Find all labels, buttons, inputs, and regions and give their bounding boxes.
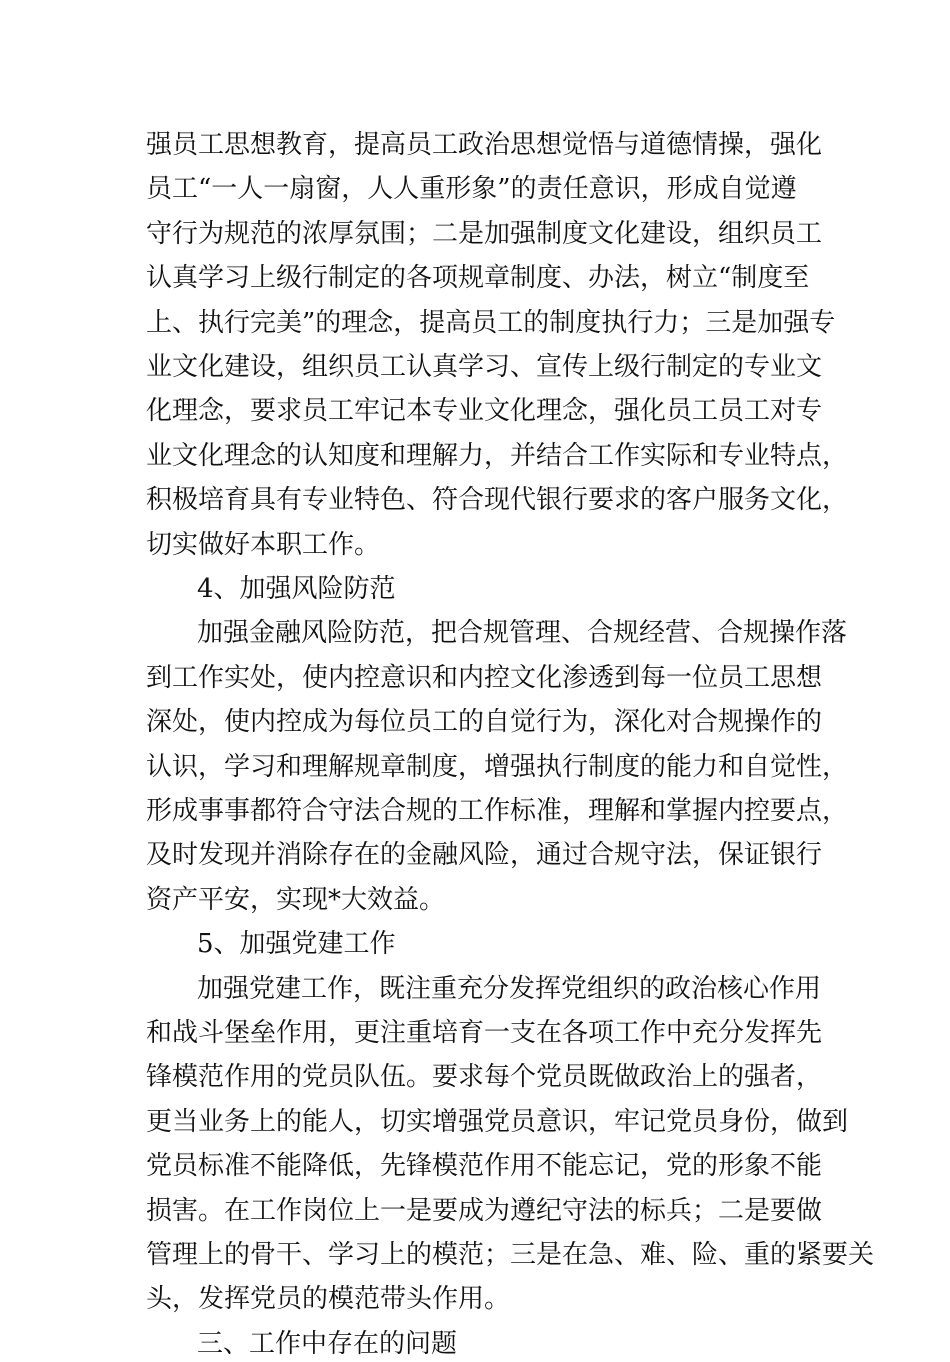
section-heading: 4、加强风险防范 <box>197 574 396 604</box>
paragraph-line: 认识，学习和理解规章制度，增强执行制度的能力和自觉性， <box>146 751 849 782</box>
paragraph-line: 守行为规范的浓厚氛围；二是加强制度文化建设，组织员工 <box>146 218 823 249</box>
paragraph-line: 形成事事都符合守法合规的工作标准，理解和掌握内控要点， <box>146 796 849 826</box>
paragraph-line: 强员工思想教育，提高员工政治思想觉悟与道德情操，强化 <box>146 130 823 160</box>
section-heading: 5、加强党建工作 <box>197 929 396 960</box>
paragraph-line: 上、执行完美”的理念，提高员工的制度执行力；三是加强专 <box>146 307 836 338</box>
paragraph-line: 损害。在工作岗位上一是要成为遵纪守法的标兵；二是要做 <box>146 1195 823 1226</box>
paragraph-line: 及时发现并消除存在的金融风险，通过合规守法，保证银行 <box>146 840 823 871</box>
paragraph-line: 头，发挥党员的模范带头作用。 <box>146 1284 511 1315</box>
paragraph-line: 认真学习上级行制定的各项规章制度、办法，树立“制度至 <box>146 263 810 294</box>
paragraph-line: 化理念，要求员工牢记本专业文化理念，强化员工员工对专 <box>146 396 823 427</box>
paragraph-line: 业文化理念的认知度和理解力，并结合工作实际和专业特点， <box>146 440 849 471</box>
paragraph-line: 员工“一人一扇窗，人人重形象”的责任意识，形成自觉遵 <box>146 174 797 205</box>
paragraph-line: 加强党建工作，既注重充分发挥党组织的政治核心作用 <box>197 973 822 1004</box>
paragraph-line: 切实做好本职工作。 <box>146 529 381 560</box>
paragraph-line: 和战斗堡垒作用，更注重培育一支在各项工作中充分发挥先 <box>146 1018 823 1048</box>
paragraph-line: 到工作实处，使内控意识和内控文化渗透到每一位员工思想 <box>146 662 823 693</box>
paragraph-line: 积极培育具有专业特色、符合现代银行要求的客户服务文化， <box>146 485 849 516</box>
section-heading: 三、工作中存在的问题 <box>197 1328 458 1359</box>
paragraph-line: 更当业务上的能人，切实增强党员意识，牢记党员身份，做到 <box>146 1106 849 1137</box>
paragraph-line: 党员标准不能降低，先锋模范作用不能忘记，党的形象不能 <box>146 1151 823 1182</box>
paragraph-line: 深处，使内控成为每位员工的自觉行为，深化对合规操作的 <box>146 707 823 738</box>
paragraph-line: 锋模范作用的党员队伍。要求每个党员既做政治上的强者， <box>146 1062 823 1093</box>
paragraph-line: 管理上的骨干、学习上的模范；三是在急、难、险、重的紧要关 <box>146 1240 875 1270</box>
paragraph-line: 加强金融风险防范，把合规管理、合规经营、合规操作落 <box>197 618 848 649</box>
paragraph-line: 资产平安，实现*大效益。 <box>146 884 446 915</box>
paragraph-line: 业文化建设，组织员工认真学习、宣传上级行制定的专业文 <box>146 352 823 382</box>
